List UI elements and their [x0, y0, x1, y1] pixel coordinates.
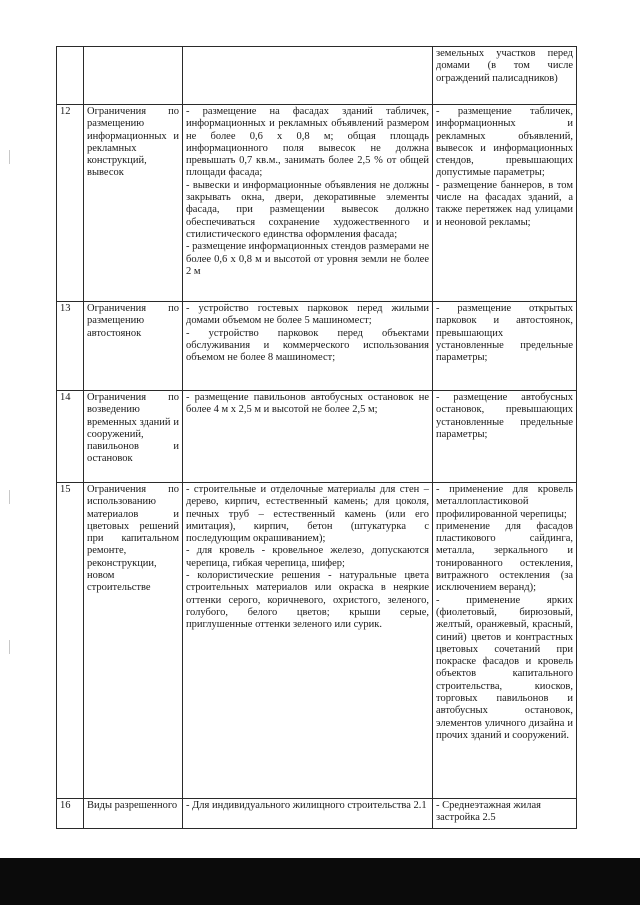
row-title: Ограничения по размещению автостоянок: [84, 302, 183, 391]
allowed-item: - размещение на фасадах зданий табличек, информационных и рекламных объявлений размером не более 0,6 х 0,8 м; общая площадь информационного поля вывесок не должна превышать 0,7 кв.м., занимать более 2,5 % от общей площади фасада;: [186, 106, 429, 179]
forbidden-text: земельных участков перед домами (в том числе ограждений палисадников): [436, 48, 573, 84]
scan-margin-mark: [9, 490, 10, 504]
table-row-12: [57, 105, 577, 302]
table-row-16: [57, 799, 577, 829]
cell-title: [84, 47, 183, 105]
table-row-continued: [57, 47, 577, 105]
forbidden-item: - применение ярких (фиолетовый, бирюзовый, желтый, оранжевый, красный, синий) цветов и контрастных цветовых сочетаний при покраске фасадов и кровель объектов капитального строительства, киосков, торговых павильонов и автобусных остановок, элементов уличного дизайна и прочих зданий и сооружений.: [436, 594, 573, 741]
table-row-15: [57, 483, 577, 799]
cell-num: [57, 47, 84, 105]
table-row-14: [57, 391, 577, 483]
forbidden-item: - применение для кровель металлопластиковой профилированной черепицы;: [436, 484, 573, 520]
cell-allowed: [183, 799, 433, 829]
cell-forbidden: [433, 483, 577, 799]
forbidden-item: - размещение открытых парковок и автостоянок, превышающих установленные предельные параметры;: [436, 303, 573, 364]
row-number: 16: [57, 799, 84, 829]
cell-forbidden: [433, 105, 577, 302]
allowed-item: - размещение павильонов автобусных остановок не более 4 м х 2,5 м и высотой не более 2,5 м;: [186, 392, 429, 416]
forbidden-item: - размещение баннеров, в том числе на фасадах зданий, а также перетяжек над улицами и неоновой рекламы;: [436, 179, 573, 228]
forbidden-item: - Среднеэтажная жилая застройка 2.5: [436, 800, 541, 824]
row-title: Ограничения по размещению информационных и рекламных конструкций, вывесок: [84, 105, 183, 302]
forbidden-item: - размещение табличек, информационных и рекламных объявлений, вывесок и информационных стендов, превышающих допустимые параметры;: [436, 106, 573, 179]
cell-forbidden: [433, 47, 577, 105]
row-title: Виды разрешенного: [84, 799, 183, 829]
row-number: 12: [57, 105, 84, 302]
row-number: 14: [57, 391, 84, 483]
cell-forbidden: [433, 799, 577, 829]
allowed-item: - Для индивидуального жилищного строительства 2.1: [186, 800, 427, 811]
cell-forbidden: [433, 302, 577, 391]
cell-allowed: [183, 483, 433, 799]
row-title: Ограничения по возведению временных зданий и сооружений, павильонов и остановок: [84, 391, 183, 483]
row-number: 15: [57, 483, 84, 799]
table-row-13: [57, 302, 577, 391]
allowed-item: - строительные и отделочные материалы для стен – дерево, кирпич, естественный камень; для цоколя, печных труб – естественный камень (или его имитация), кирпич, бетон (штукатурка с последующим окрашиванием);: [186, 484, 429, 545]
forbidden-item: применение для фасадов пластикового сайдинга, металла, зеркального и тонированного остекления, витражного остекления (за исключением веранд);: [436, 520, 573, 594]
scan-bottom-edge: [0, 858, 640, 905]
scan-margin-mark: [9, 150, 10, 164]
cell-allowed: [183, 105, 433, 302]
row-number: 13: [57, 302, 84, 391]
cell-allowed: [183, 47, 433, 105]
cell-allowed: [183, 302, 433, 391]
allowed-item: - вывески и информационные объявления не должны закрывать окна, двери, декоративные элементы фасада, при размещении вывесок должно обеспечиваться сохранение художественного и стилистического единства оформления фасада;: [186, 179, 429, 240]
allowed-item: - устройство парковок перед объектами обслуживания и коммерческого использования объемом не более 8 машиномест;: [186, 327, 429, 364]
restrictions-table: [56, 46, 577, 829]
row-title: Ограничения по использованию материалов и цветовых решений при капитальном ремонте, реконструкции, новом строительстве: [84, 483, 183, 799]
cell-forbidden: [433, 391, 577, 483]
forbidden-item: - размещение автобусных остановок, превышающих установленные предельные параметры;: [436, 392, 573, 440]
cell-allowed: [183, 391, 433, 483]
scan-margin-mark: [9, 640, 10, 654]
allowed-item: - размещение информационных стендов размерами не более 0,6 х 0,8 м и высотой от уровня земли не более 2 м: [186, 241, 429, 277]
allowed-item: - колористические решения - натуральные цвета строительных материалов или окраска в неяркие оттенки серого, коричневого, охристого, зеленого, голубого, белого цветов; крыши серые, приглушенные оттенки зеленого или сурик.: [186, 570, 429, 631]
allowed-item: - устройство гостевых парковок перед жилыми домами объемом не более 5 машиномест;: [186, 303, 429, 327]
allowed-item: - для кровель - кровельное железо, допускаются черепица, гибкая черепица, шифер;: [186, 545, 429, 569]
